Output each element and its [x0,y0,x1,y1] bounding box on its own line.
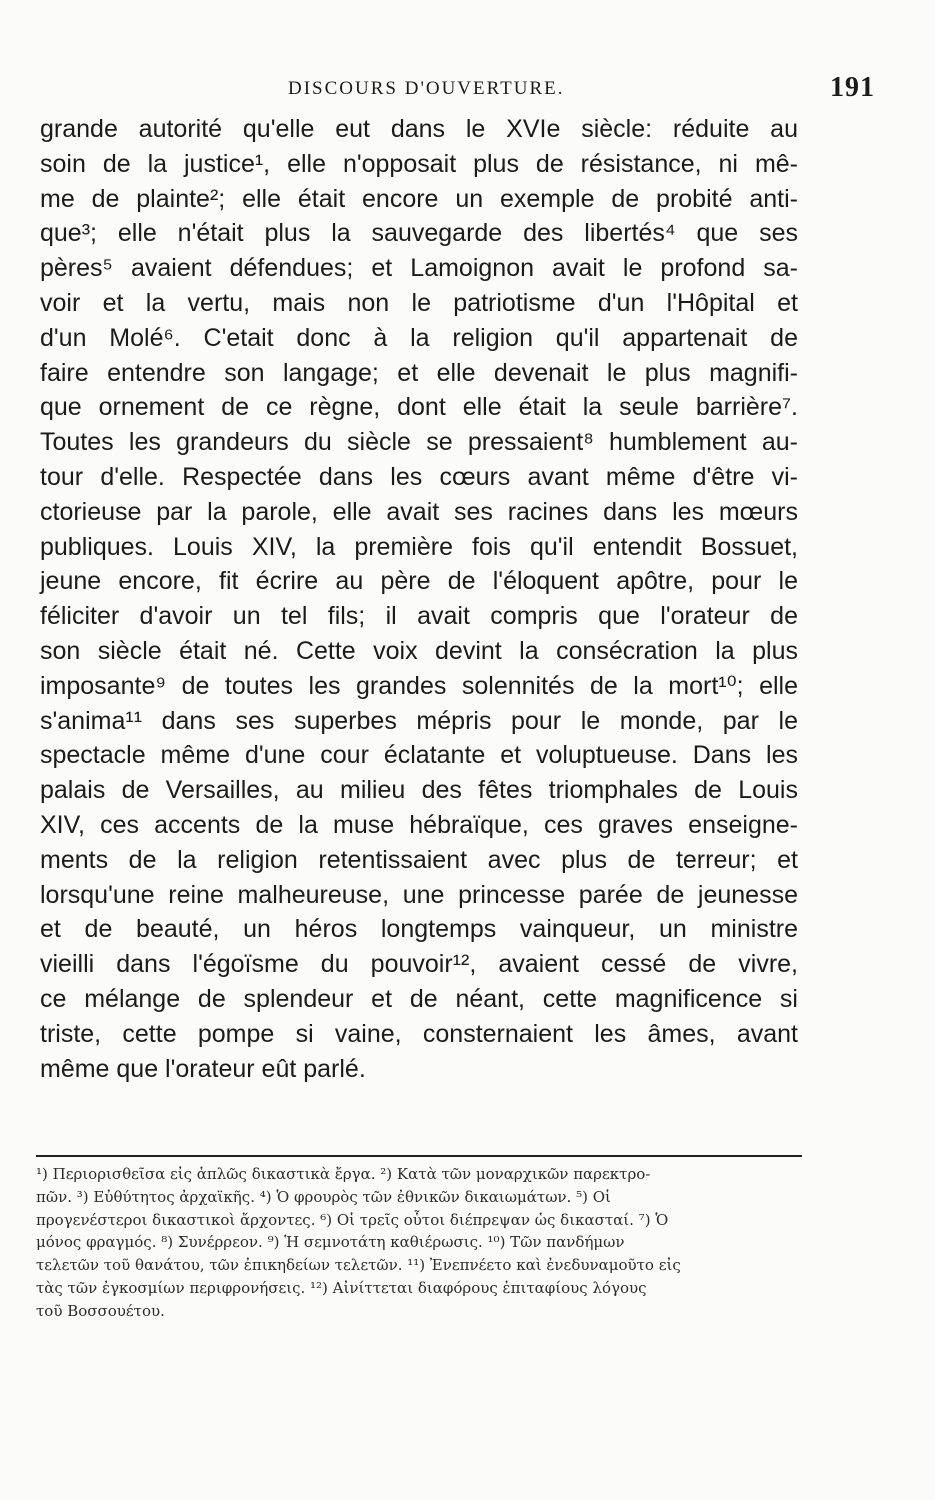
text-line: me de plainte²; elle était encore un exemple de probité anti- [40,184,798,213]
page-header [40,72,895,106]
footnotes [36,1163,802,1323]
footnote-line: τὰς τῶν ἐγκοσμίων περιφρονήσεις. ¹²) Αἰνίττεται διαφόρους ἐπιταφίους λόγους [36,1278,647,1297]
text-line: imposante⁹ de toutes les grandes solennités de la mort¹⁰; elle [40,671,798,700]
text-line: que³; elle n'était plus la sauvegarde des libertés⁴ que ses [40,219,798,248]
footnote-line: ¹) Περιορισθεῖσα εἰς ἁπλῶς δικαστικὰ ἔργα. ²) Κατὰ τῶν μοναρχικῶν παρεκτρο- [36,1165,651,1183]
text-line: XIV, ces accents de la muse hébraïque, ces graves enseigne- [40,810,798,839]
footnote-line: προγενέστεροι δικαστικοὶ ἄρχοντες. ⁶) Οἱ τρεῖς οὗτοι διέπρεψαν ὡς δικασταί. ⁷) Ὁ [36,1210,669,1229]
page-number: 191 [830,72,875,103]
text-line: faire entendre son langage; et elle devenait le plus magnifi- [40,358,798,387]
footnote-line: τελετῶν τοῦ θανάτου, τῶν ἐπικηδείων τελετῶν. ¹¹) Ἐνεπνέετο καὶ ἐνεδυναμοῦτο εἰς [36,1256,681,1275]
text-line: s'anima¹¹ dans ses superbes mépris pour le monde, par le [40,706,798,735]
main-text [40,112,798,1086]
text-line: spectacle même d'une cour éclatante et voluptueuse. Dans les [40,741,798,770]
text-line: Toutes les grandeurs du siècle se pressaient⁸ humblement au- [40,428,798,457]
text-line: ments de la religion retentissaient avec plus de terreur; et [40,845,798,874]
text-line: tour d'elle. Respectée dans les cœurs avant même d'être vi- [40,462,798,491]
text-line: d'un Molé⁶. C'etait donc à la religion qu'il appartenait de [40,323,798,352]
text-line: pères⁵ avaient défendues; et Lamoignon avait le profond sa- [40,254,798,283]
text-line: que ornement de ce règne, dont elle était la seule barrière⁷. [40,393,798,422]
footnote-divider [36,1155,802,1157]
text-line: son siècle était né. Cette voix devint la consécration la plus [40,636,798,665]
text-line: jeune encore, fit écrire au père de l'éloquent apôtre, pour le [40,567,798,596]
text-line: ce mélange de splendeur et de néant, cette magnificence si [40,984,798,1013]
running-title: DISCOURS D'OUVERTURE. [288,78,565,99]
footnote-line: πῶν. ³) Εὐθύτητος ἀρχαϊκῆς. ⁴) Ὁ φρουρὸς τῶν ἐθνικῶν δικαιωμάτων. ⁵) Οἱ [36,1187,611,1206]
text-line: soin de la justice¹, elle n'opposait plus de résistance, ni mê- [40,149,798,178]
text-line: palais de Versailles, au milieu des fêtes triomphales de Louis [40,776,798,805]
text-line: vieilli dans l'égoïsme du pouvoir¹², avaient cessé de vivre, [40,950,798,979]
text-line: même que l'orateur eût parlé. [40,1054,366,1083]
text-line: triste, cette pompe si vaine, consternaient les âmes, avant [40,1019,798,1048]
text-line: et de beauté, un héros longtemps vainqueur, un ministre [40,915,798,944]
text-line: grande autorité qu'elle eut dans le XVIe siècle: réduite au [40,115,798,143]
text-line: ctorieuse par la parole, elle avait ses racines dans les mœurs [40,497,798,526]
text-line: féliciter d'avoir un tel fils; il avait compris que l'orateur de [40,602,798,631]
text-line: lorsqu'une reine malheureuse, une princesse parée de jeunesse [40,880,798,909]
text-line: publiques. Louis XIV, la première fois qu'il entendit Bossuet, [40,532,798,561]
text-line: voir et la vertu, mais non le patriotisme d'un l'Hôpital et [40,288,798,317]
footnote-line: τοῦ Βοσσουέτου. [36,1301,165,1320]
footnote-line: μόνος φραγμός. ⁸) Συνέρρεον. ⁹) Ἡ σεμνοτάτη καθιέρωσις. ¹⁰) Τῶν πανδήμων [36,1233,625,1252]
